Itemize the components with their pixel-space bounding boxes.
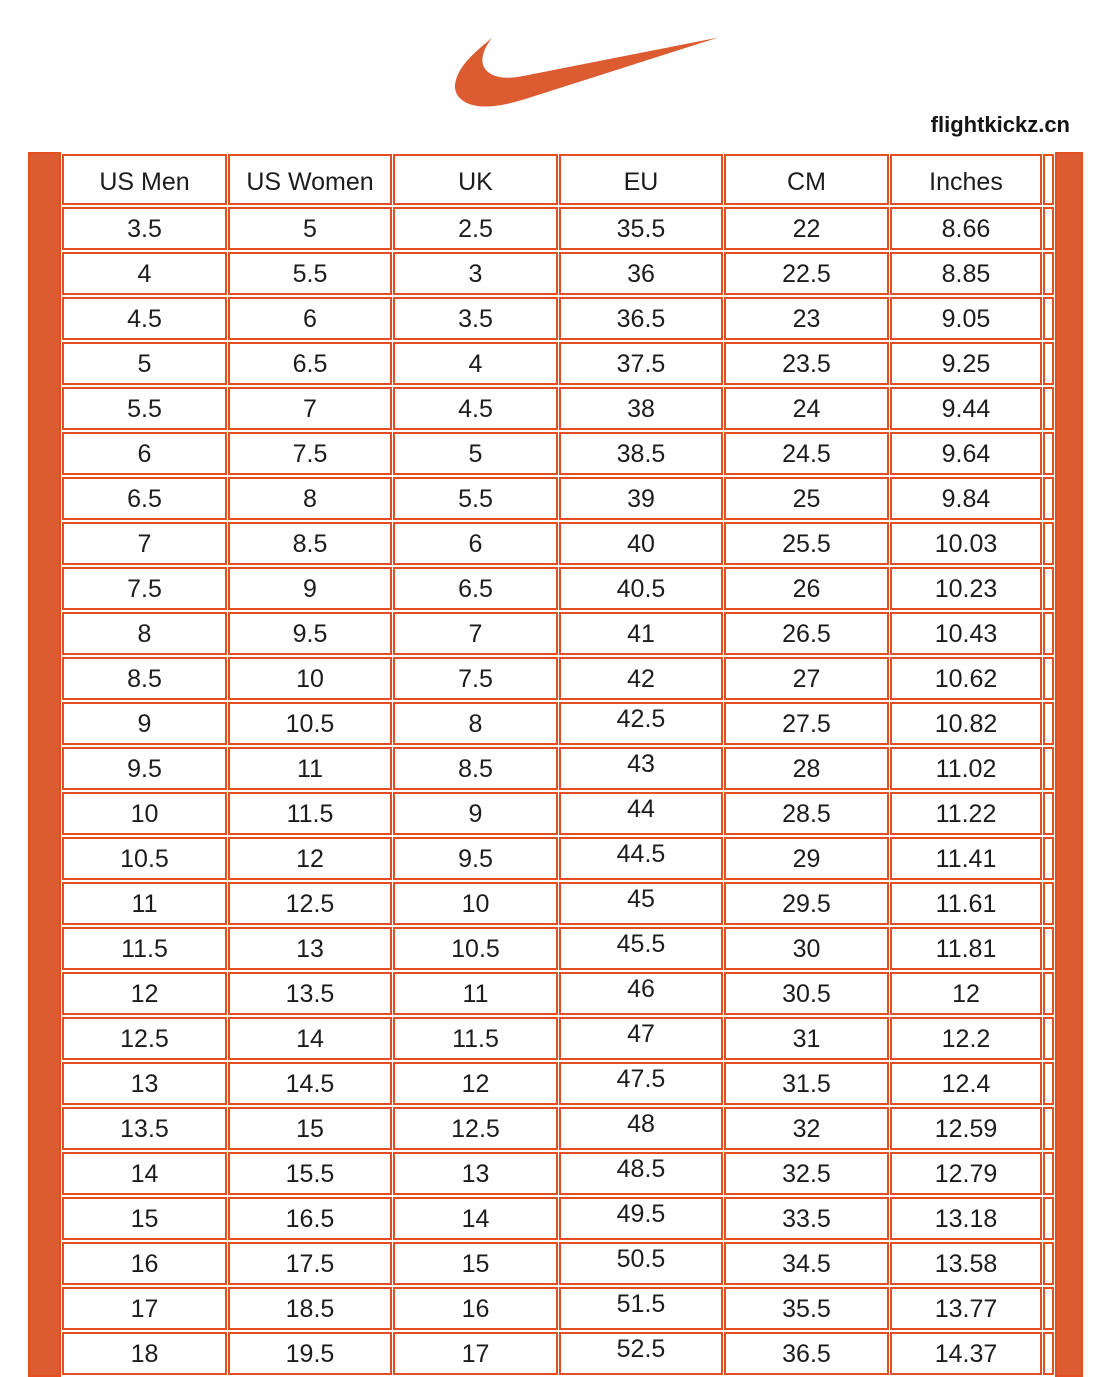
size-cell: 9.44 [890,387,1042,430]
size-row [62,1242,1054,1285]
size-row [62,522,1054,565]
column-header: CM [724,154,889,205]
size-cell: 44 [559,792,723,835]
size-cell: 15 [228,1107,392,1150]
size-cell: 9.5 [393,837,558,880]
size-cell: 27.5 [724,702,889,745]
size-cell: 30.5 [724,972,889,1015]
size-cell: 4.5 [393,387,558,430]
size-cell: 16 [393,1287,558,1330]
size-cell: 14 [62,1152,227,1195]
size-cell: 11.81 [890,927,1042,970]
size-cell: 9 [62,702,227,745]
spacer-cell [1043,1017,1054,1060]
size-cell: 6 [228,297,392,340]
size-cell: 13 [228,927,392,970]
size-cell: 9 [393,792,558,835]
size-cell: 44.5 [559,837,723,880]
size-cell: 10.03 [890,522,1042,565]
spacer-cell [1043,612,1054,655]
size-cell: 2.5 [393,207,558,250]
size-cell: 28.5 [724,792,889,835]
size-cell: 38.5 [559,432,723,475]
size-cell: 11.5 [228,792,392,835]
size-cell: 48 [559,1107,723,1150]
size-row [62,1197,1054,1240]
size-cell: 36.5 [724,1332,889,1375]
size-cell: 38 [559,387,723,430]
spacer-cell [1043,252,1054,295]
size-cell: 47.5 [559,1062,723,1105]
size-row [62,1287,1054,1330]
size-cell: 4 [62,252,227,295]
size-cell: 5 [62,342,227,385]
size-cell: 6 [62,432,227,475]
size-cell: 45.5 [559,927,723,970]
size-cell: 22 [724,207,889,250]
size-row [62,972,1054,1015]
size-cell: 17.5 [228,1242,392,1285]
column-header: US Men [62,154,227,205]
size-cell: 47 [559,1017,723,1060]
size-cell: 9.05 [890,297,1042,340]
size-cell: 6.5 [62,477,227,520]
size-cell: 16 [62,1242,227,1285]
size-cell: 13.18 [890,1197,1042,1240]
size-cell: 14 [393,1197,558,1240]
size-cell: 4.5 [62,297,227,340]
size-cell: 12 [393,1062,558,1105]
spacer-cell [1043,1062,1054,1105]
spacer-cell [1043,387,1054,430]
spacer-cell [1043,1197,1054,1240]
size-row [62,792,1054,835]
size-row [62,252,1054,295]
size-cell: 15.5 [228,1152,392,1195]
size-cell: 14.37 [890,1332,1042,1375]
size-cell: 11.41 [890,837,1042,880]
size-cell: 13 [62,1062,227,1105]
size-cell: 13.58 [890,1242,1042,1285]
header-row [62,154,1054,205]
size-cell: 9.5 [62,747,227,790]
size-cell: 25 [724,477,889,520]
size-cell: 18.5 [228,1287,392,1330]
column-header: Inches [890,154,1042,205]
size-cell: 19.5 [228,1332,392,1375]
size-cell: 9.25 [890,342,1042,385]
spacer-cell [1043,342,1054,385]
size-cell: 7.5 [228,432,392,475]
spacer-cell [1043,747,1054,790]
size-cell: 13 [393,1152,558,1195]
size-row [62,1332,1054,1375]
size-cell: 23.5 [724,342,889,385]
size-row [62,747,1054,790]
size-cell: 4 [393,342,558,385]
size-cell: 31 [724,1017,889,1060]
size-row [62,387,1054,430]
size-cell: 8 [393,702,558,745]
size-cell: 29.5 [724,882,889,925]
size-cell: 9.64 [890,432,1042,475]
size-cell: 5.5 [228,252,392,295]
size-row [62,207,1054,250]
size-cell: 10.82 [890,702,1042,745]
size-cell: 11.5 [62,927,227,970]
size-cell: 48.5 [559,1152,723,1195]
size-cell: 41 [559,612,723,655]
size-cell: 12.4 [890,1062,1042,1105]
size-cell: 11.5 [393,1017,558,1060]
size-cell: 11.61 [890,882,1042,925]
size-cell: 29 [724,837,889,880]
size-cell: 11.02 [890,747,1042,790]
size-row [62,837,1054,880]
size-cell: 11.22 [890,792,1042,835]
spacer-cell [1043,432,1054,475]
size-cell: 5.5 [393,477,558,520]
size-cell: 37.5 [559,342,723,385]
site-watermark: flightkickz.cn [930,112,1070,137]
size-cell: 50.5 [559,1242,723,1285]
size-row [62,477,1054,520]
size-cell: 7.5 [393,657,558,700]
size-chart [28,152,1083,1377]
size-cell: 35.5 [724,1287,889,1330]
size-cell: 27 [724,657,889,700]
size-cell: 49.5 [559,1197,723,1240]
size-cell: 26 [724,567,889,610]
spacer-cell [1043,882,1054,925]
size-cell: 8 [62,612,227,655]
spacer-cell [1043,1332,1054,1375]
size-cell: 42 [559,657,723,700]
spacer-cell [1043,837,1054,880]
size-cell: 5 [393,432,558,475]
size-cell: 7 [62,522,227,565]
right-accent-bar [1055,152,1083,1377]
size-cell: 10.43 [890,612,1042,655]
spacer-cell [1043,207,1054,250]
size-cell: 23 [724,297,889,340]
spacer-cell [1043,792,1054,835]
size-row [62,1107,1054,1150]
size-cell: 31.5 [724,1062,889,1105]
size-cell: 7 [228,387,392,430]
size-cell: 40.5 [559,567,723,610]
spacer-cell [1043,702,1054,745]
size-cell: 43 [559,747,723,790]
page-header [0,0,1100,152]
size-cell: 5 [228,207,392,250]
size-cell: 10 [393,882,558,925]
left-accent-bar [28,152,61,1377]
spacer-cell [1043,972,1054,1015]
size-cell: 10.5 [393,927,558,970]
size-cell: 13.5 [62,1107,227,1150]
size-cell: 6.5 [228,342,392,385]
size-cell: 8.5 [393,747,558,790]
size-cell: 9.5 [228,612,392,655]
size-cell: 46 [559,972,723,1015]
size-cell: 17 [62,1287,227,1330]
spacer-cell [1043,297,1054,340]
nike-swoosh-icon [455,26,720,118]
size-row [62,612,1054,655]
size-cell: 8.66 [890,207,1042,250]
size-cell: 11 [393,972,558,1015]
size-cell: 18 [62,1332,227,1375]
size-cell: 8.5 [62,657,227,700]
size-cell: 8.5 [228,522,392,565]
size-cell: 28 [724,747,889,790]
size-cell: 3.5 [62,207,227,250]
size-cell: 9.84 [890,477,1042,520]
size-cell: 16.5 [228,1197,392,1240]
size-cell: 36.5 [559,297,723,340]
size-cell: 5.5 [62,387,227,430]
size-row [62,567,1054,610]
size-cell: 13.77 [890,1287,1042,1330]
size-row [62,702,1054,745]
size-cell: 9 [228,567,392,610]
size-cell: 45 [559,882,723,925]
size-cell: 3.5 [393,297,558,340]
size-cell: 10.62 [890,657,1042,700]
size-cell: 12.59 [890,1107,1042,1150]
size-cell: 10.23 [890,567,1042,610]
size-cell: 12.5 [62,1017,227,1060]
size-cell: 15 [393,1242,558,1285]
size-row [62,1152,1054,1195]
spacer-cell [1043,927,1054,970]
spacer-cell [1043,477,1054,520]
size-cell: 11 [228,747,392,790]
size-cell: 12 [62,972,227,1015]
size-cell: 12.5 [228,882,392,925]
spacer-cell [1043,1152,1054,1195]
size-row [62,432,1054,475]
size-cell: 15 [62,1197,227,1240]
spacer-cell [1043,1107,1054,1150]
column-header: UK [393,154,558,205]
size-cell: 52.5 [559,1332,723,1375]
size-cell: 39 [559,477,723,520]
size-cell: 3 [393,252,558,295]
size-row [62,297,1054,340]
column-header: EU [559,154,723,205]
size-cell: 25.5 [724,522,889,565]
size-cell: 24.5 [724,432,889,475]
size-conversion-table [61,152,1055,1377]
size-row [62,1017,1054,1060]
size-row [62,927,1054,970]
size-cell: 30 [724,927,889,970]
size-row [62,342,1054,385]
size-cell: 13.5 [228,972,392,1015]
size-cell: 35.5 [559,207,723,250]
size-cell: 40 [559,522,723,565]
size-cell: 10.5 [228,702,392,745]
size-cell: 12 [890,972,1042,1015]
spacer-cell [1043,522,1054,565]
size-cell: 32.5 [724,1152,889,1195]
spacer-cell [1043,1287,1054,1330]
size-cell: 32 [724,1107,889,1150]
size-cell: 10.5 [62,837,227,880]
size-cell: 33.5 [724,1197,889,1240]
size-cell: 8.85 [890,252,1042,295]
size-cell: 8 [228,477,392,520]
size-cell: 11 [62,882,227,925]
size-row [62,882,1054,925]
size-cell: 12.5 [393,1107,558,1150]
size-cell: 42.5 [559,702,723,745]
size-cell: 6 [393,522,558,565]
size-cell: 51.5 [559,1287,723,1330]
spacer-cell [1043,1242,1054,1285]
spacer-cell [1043,154,1054,205]
size-cell: 24 [724,387,889,430]
size-cell: 7 [393,612,558,655]
size-cell: 14.5 [228,1062,392,1105]
size-cell: 10 [228,657,392,700]
size-cell: 10 [62,792,227,835]
column-header: US Women [228,154,392,205]
size-cell: 12.2 [890,1017,1042,1060]
size-cell: 26.5 [724,612,889,655]
size-cell: 6.5 [393,567,558,610]
size-cell: 36 [559,252,723,295]
spacer-cell [1043,657,1054,700]
size-row [62,1062,1054,1105]
size-row [62,657,1054,700]
size-cell: 7.5 [62,567,227,610]
size-cell: 17 [393,1332,558,1375]
spacer-cell [1043,567,1054,610]
size-cell: 12 [228,837,392,880]
size-cell: 12.79 [890,1152,1042,1195]
size-cell: 22.5 [724,252,889,295]
size-cell: 14 [228,1017,392,1060]
size-cell: 34.5 [724,1242,889,1285]
